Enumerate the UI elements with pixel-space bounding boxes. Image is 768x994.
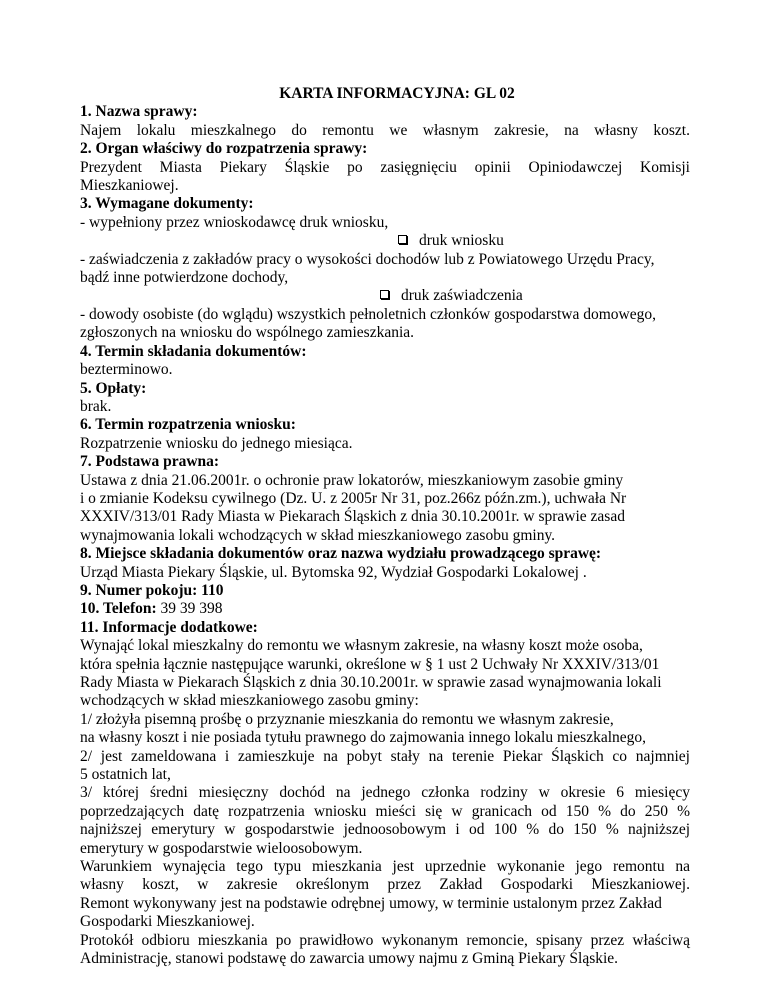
application-form-link[interactable]: druk wniosku — [419, 232, 504, 250]
certificate-form-link[interactable]: druk zaświadczenia — [401, 287, 523, 305]
form-link-row — [80, 232, 690, 250]
section-10-row — [80, 600, 690, 618]
info-paragraph-line: Rady Miasta w Piekarach Śląskich z dnia 30.10.2001r. w sprawie zasad wynajmowania lokali — [80, 674, 662, 691]
section-7-text-line-4: wynajmowania lokali wchodzących w skład mieszkaniowego zasobu gminy. — [80, 526, 556, 544]
section-10-label: 10. Telefon: — [80, 600, 157, 618]
checkbox-bullet-icon — [398, 235, 407, 244]
document-content — [80, 85, 690, 969]
section-5-text: brak. — [80, 397, 112, 415]
info-paragraph-line: Protokół odbioru mieszkania po prawidłowo wykonanym remoncie, spisany przez właściwą — [80, 931, 690, 949]
section-6-text: Rozpatrzenie wniosku do jednego miesiąca. — [80, 434, 353, 452]
section-2-text-line-2: Mieszkaniowej. — [80, 177, 179, 195]
required-document-item: - dowody osobiste (do wglądu) wszystkich pełnoletnich członków gospodarstwa domowego, — [80, 305, 656, 323]
section-8-heading: 8. Miejsce składania dokumentów oraz nazwa wydziału prowadzącego sprawę: — [80, 545, 602, 563]
section-6-heading: 6. Termin rozpatrzenia wniosku: — [80, 416, 296, 434]
section-1-text: Najem lokalu mieszkalnego do remontu we własnym zakresie, na własny koszt. — [80, 121, 690, 139]
required-document-item: - zaświadczenia z zakładów pracy o wysokości dochodów lub z Powiatowego Urzędu Pracy, — [80, 250, 655, 268]
checkbox-bullet-icon — [380, 290, 389, 299]
section-1-heading: 1. Nazwa sprawy: — [80, 103, 198, 121]
info-paragraph-line: Administrację, stanowi podstawę do zawarcia umowy najmu z Gminą Piekary Śląskie. — [80, 950, 619, 968]
info-paragraph-line: Wynająć lokal mieszkalny do remontu we własnym zakresie, na własny koszt może osoba, — [80, 637, 643, 655]
condition-3-line: najniższej emerytury w gospodarstwie jednoosobowym i od 100 % do 150 % najniższej — [80, 821, 690, 839]
info-paragraph-line: Remont wykonywany jest na podstawie odrębnej umowy, w terminie ustalonym przez Zakład — [80, 894, 662, 912]
condition-1-line: 1/ złożyła pisemną prośbę o przyznanie mieszkania do remontu we własnym zakresie, — [80, 710, 614, 728]
section-7-text-line-3: XXXIV/313/01 Rady Miasta w Piekarach Śląskich z dnia 30.10.2001r. w sprawie zasad — [80, 508, 625, 526]
info-paragraph-line: Warunkiem wynajęcia tego typu mieszkania jest uprzednie wykonanie jego remontu na — [80, 858, 690, 876]
section-4-heading: 4. Termin składania dokumentów: — [80, 342, 307, 360]
section-11-heading: 11. Informacje dodatkowe: — [80, 618, 258, 636]
condition-2-line: 2/ jest zameldowana i zamieszkuje na pobyt stały na terenie Piekar Śląskich co najmniej — [80, 747, 690, 765]
section-3-heading: 3. Wymagane dokumenty: — [80, 195, 254, 213]
info-paragraph-line: która spełnia łącznie następujące warunki, określone w § 1 ust 2 Uchwały Nr XXXIV/313/01 — [80, 655, 660, 673]
section-5-heading: 5. Opłaty: — [80, 379, 147, 397]
required-document-item-cont: zgłoszonych na wniosku do wspólnego zamieszkania. — [80, 324, 415, 342]
section-2-heading: 2. Organ właściwy do rozpatrzenia sprawy: — [80, 140, 368, 158]
condition-3-line: poprzedzających datę rozpatrzenia wniosku mieści się w granicach od 150 % do 250 % — [80, 802, 690, 820]
section-4-text: bezterminowo. — [80, 361, 173, 379]
condition-2-line: 5 ostatnich lat, — [80, 766, 171, 784]
section-8-text: Urząd Miasta Piekary Śląskie, ul. Bytomska 92, Wydział Gospodarki Lokalowej . — [80, 563, 587, 581]
section-7-text-line-2: i o zmianie Kodeksu cywilnego (Dz. U. z 2005r Nr 31, poz.266z późn.zm.), uchwała Nr — [80, 489, 627, 507]
condition-3-line: 3/ której średni miesięczny dochód na jednego członka rodziny w okresie 6 miesięcy — [80, 784, 690, 802]
info-paragraph-line: Gospodarki Mieszkaniowej. — [80, 913, 255, 931]
condition-1-line: na własny koszt i nie posiada tytułu prawnego do zajmowania innego lokalu mieszkalnego, — [80, 729, 647, 747]
info-paragraph-line: wchodzących w skład mieszkaniowego zasobu gminy: — [80, 692, 419, 710]
required-document-item-cont: bądź inne potwierdzone dochody, — [80, 269, 289, 287]
document-title: KARTA INFORMACYJNA: GL 02 — [279, 85, 515, 102]
section-7-heading: 7. Podstawa prawna: — [80, 453, 220, 471]
section-2-text-line-1: Prezydent Miasta Piekary Śląskie po zasięgnięciu opinii Opiniodawczej Komisji — [80, 158, 690, 176]
section-9-heading: 9. Numer pokoju: 110 — [80, 581, 224, 599]
info-paragraph-line: własny koszt, w zakresie określonym przez Zakład Gospodarki Mieszkaniowej. — [80, 876, 690, 894]
condition-3-line: emerytury w gospodarstwie wieloosobowym. — [80, 839, 363, 857]
form-link-row — [80, 287, 690, 305]
phone-number: 39 39 398 — [156, 600, 223, 618]
required-document-item: - wypełniony przez wnioskodawcę druk wniosku, — [80, 213, 389, 231]
section-7-text-line-1: Ustawa z dnia 21.06.2001r. o ochronie praw lokatorów, mieszkaniowym zasobie gminy — [80, 471, 624, 489]
